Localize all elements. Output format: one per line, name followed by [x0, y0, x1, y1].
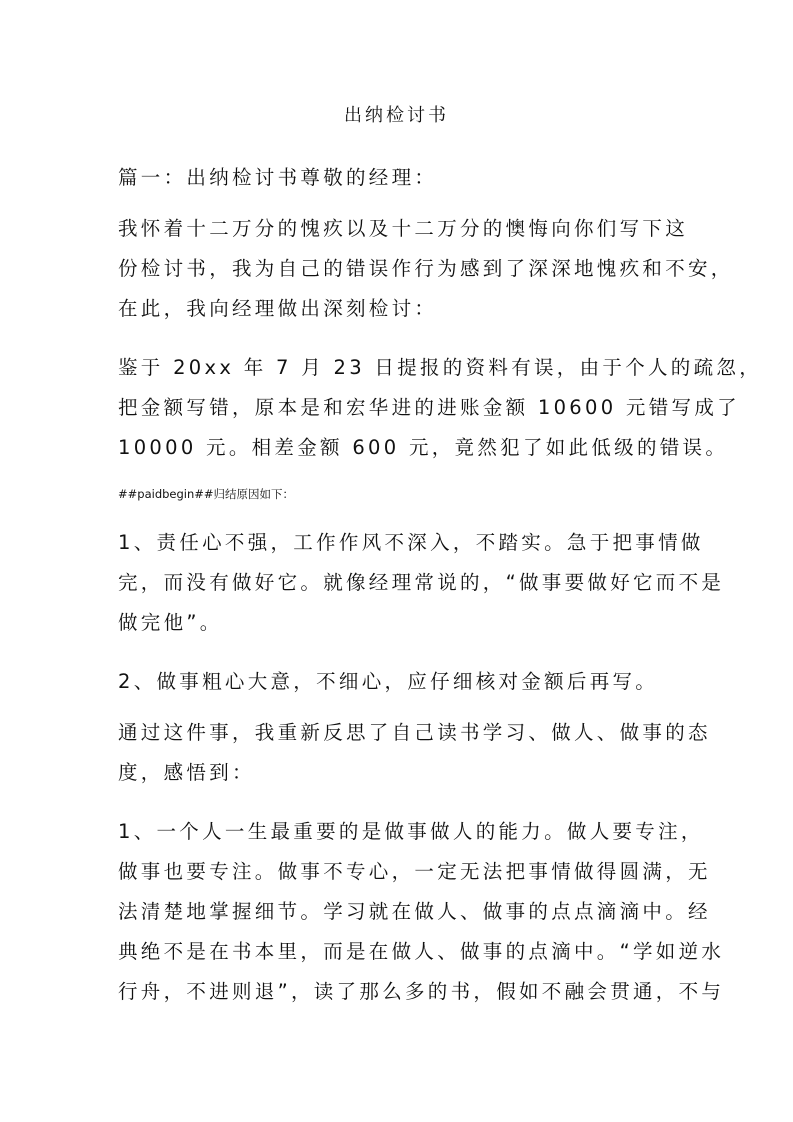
- paragraph-line: 度，感悟到：: [118, 761, 255, 784]
- paragraph-line: 10000 元。相差金额 600 元，竟然犯了如此低级的错误。: [118, 436, 729, 459]
- paragraph-apology: [118, 209, 734, 329]
- paragraph-insight-1: [118, 812, 725, 1012]
- paid-marker-text: ##paidbegin##归结原因如下：: [118, 487, 295, 501]
- paragraph-line: 份检讨书，我为自己的错误作行为感到了深深地愧疚和不安，: [118, 257, 734, 280]
- paragraph-line: 在此，我向经理做出深刻检讨：: [118, 297, 438, 320]
- paragraph-line: 法清楚地掌握细节。学习就在做人、做事的点点滴滴中。经: [118, 900, 711, 923]
- paragraph-line: 2、做事粗心大意，不细心，应仔细核对金额后再写。: [118, 670, 659, 693]
- paragraph-line: 做事也要专注。做事不专心，一定无法把事情做得圆满，无: [118, 860, 711, 883]
- section-heading-text: 篇一：出纳检讨书尊敬的经理：: [118, 166, 438, 189]
- paragraph-line: 完，而没有做好它。就像经理常说的，“做事要做好它而不是: [118, 571, 725, 594]
- paragraph-incident: [118, 348, 763, 468]
- paragraph-line: 我怀着十二万分的愧疚以及十二万分的懊悔向你们写下这: [118, 217, 689, 240]
- paragraph-line: 典绝不是在书本里，而是在做人、做事的点滴中。“学如逆水: [118, 940, 725, 963]
- paid-marker-note: [118, 486, 294, 502]
- paragraph-line: 1、责任心不强，工作作风不深入，不踏实。急于把事情做: [118, 531, 704, 554]
- paragraph-line: 做完他”。: [118, 611, 223, 634]
- paragraph-line: 把金额写错，原本是和宏华进的进账金额 10600 元错写成了: [118, 396, 740, 419]
- document-title: 出纳检讨书: [344, 105, 449, 126]
- paragraph-reason-1: [118, 523, 725, 643]
- paragraph-reflection: [118, 713, 711, 793]
- paragraph-line: 行舟，不进则退”，读了那么多的书，假如不融会贯通，不与: [118, 980, 725, 1003]
- paragraph-line: 1、一个人一生最重要的是做事做人的能力。做人要专注，: [118, 820, 704, 843]
- paragraph-line: 鉴于 20xx 年 7 月 23 日提报的资料有误，由于个人的疏忽，: [118, 356, 763, 379]
- section-heading: [118, 158, 688, 198]
- paragraph-line: 通过这件事，我重新反思了自己读书学习、做人、做事的态: [118, 721, 711, 744]
- paragraph-reason-2: [118, 662, 688, 702]
